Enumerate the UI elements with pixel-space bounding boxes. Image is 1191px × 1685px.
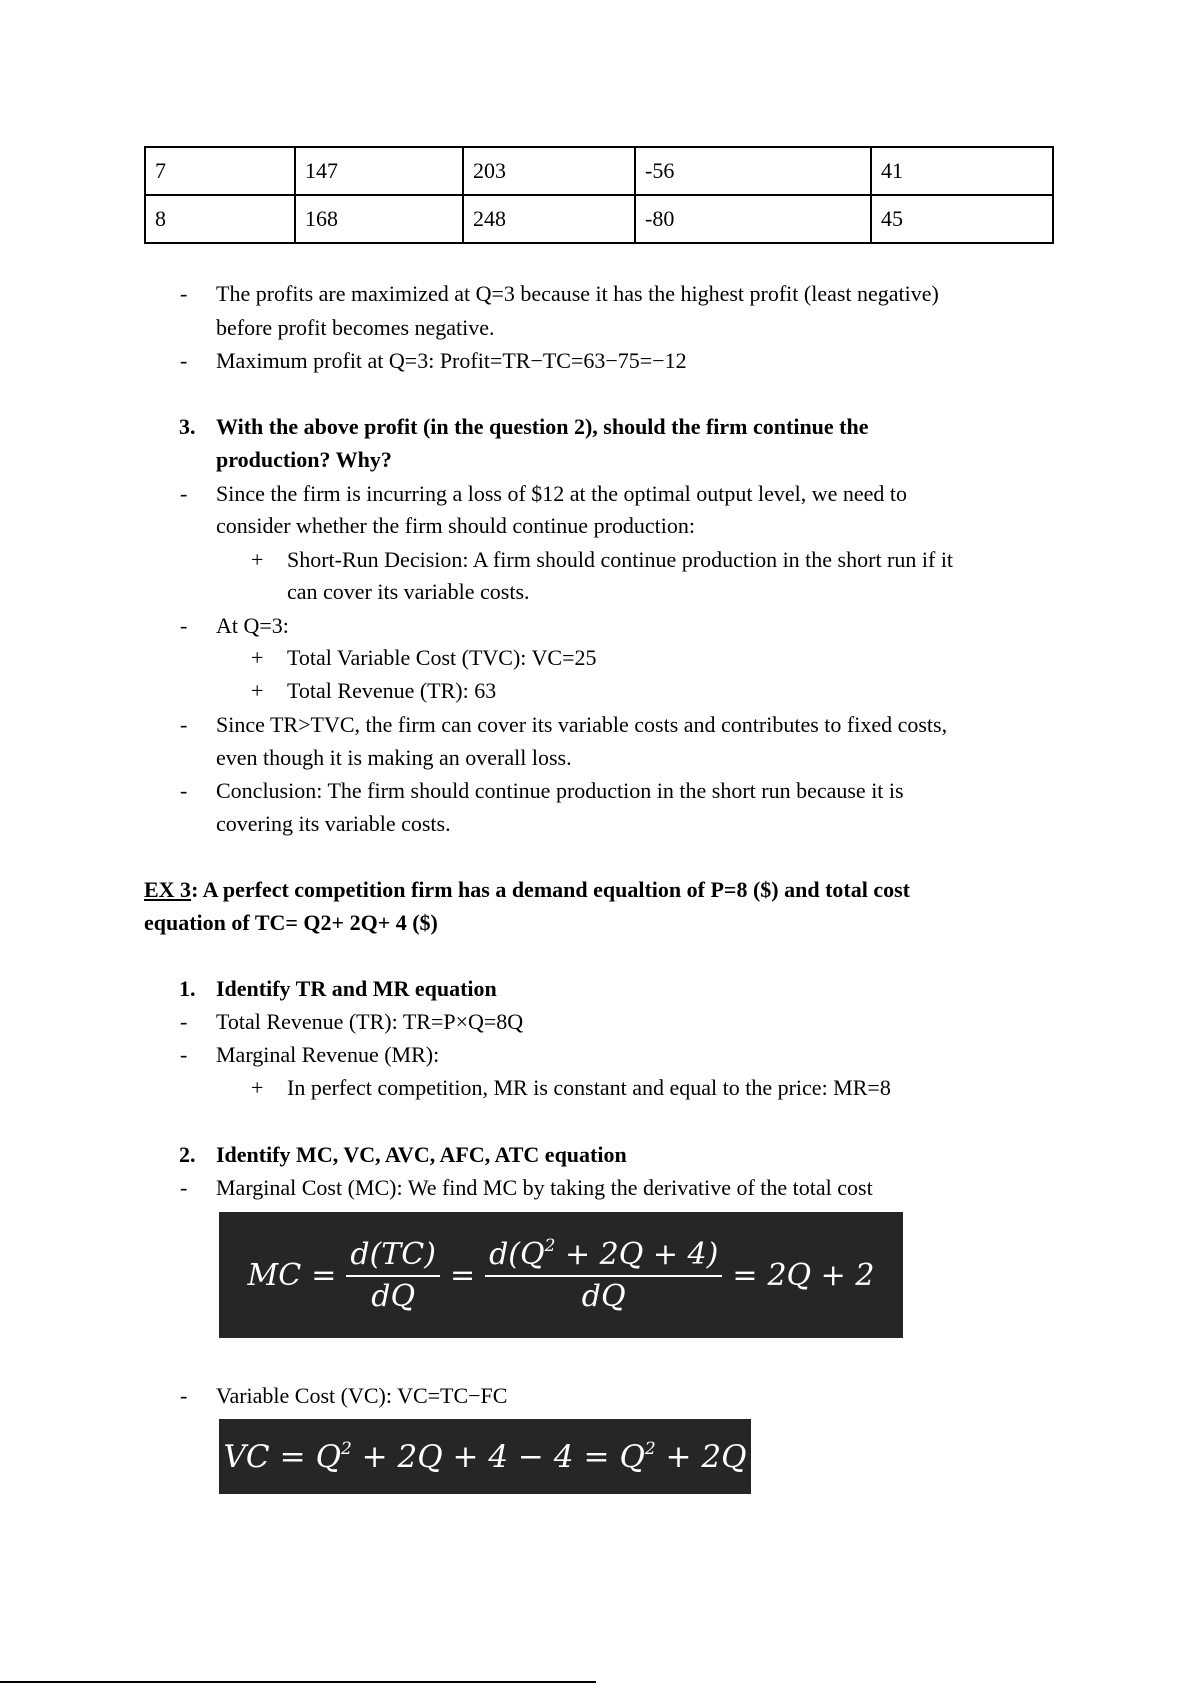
table-cell: 248 bbox=[463, 195, 635, 243]
bullet-text: At Q=3: bbox=[216, 613, 289, 638]
table-cell: 41 bbox=[871, 147, 1053, 195]
bullet-dash: - bbox=[180, 481, 188, 506]
bullet-text: Maximum profit at Q=3: Profit=TR−TC=63−75=−12 bbox=[216, 348, 687, 373]
table-cell: 147 bbox=[295, 147, 463, 195]
question-heading: Identify MC, VC, AVC, AFC, ATC equation bbox=[216, 1142, 627, 1167]
sub-bullet-text: In perfect competition, MR is constant and equal to the price: MR=8 bbox=[287, 1075, 891, 1100]
bullet-plus: + bbox=[251, 678, 264, 703]
bullet-text: Marginal Revenue (MR): bbox=[216, 1042, 440, 1067]
bullet-dash: - bbox=[180, 712, 188, 737]
bullet-text: Total Revenue (TR): TR=P×Q=8Q bbox=[216, 1009, 524, 1034]
bullet-dash: - bbox=[180, 1383, 188, 1408]
table-cell: 8 bbox=[145, 195, 295, 243]
bullet-text: even though it is making an overall loss. bbox=[216, 745, 572, 770]
bullet-text: before profit becomes negative. bbox=[216, 315, 495, 340]
bullet-dash: - bbox=[180, 1175, 188, 1200]
exercise-heading-text: : A perfect competition firm has a demand equaltion of P=8 ($) and total cost bbox=[191, 877, 910, 902]
bullet-dash: - bbox=[180, 1009, 188, 1034]
table-cell: 7 bbox=[145, 147, 295, 195]
sub-bullet-text: Total Variable Cost (TVC): VC=25 bbox=[287, 645, 597, 670]
exercise-heading bbox=[144, 875, 910, 905]
footnote-divider bbox=[0, 1681, 596, 1683]
question-number: 3. bbox=[179, 414, 196, 439]
vc-equation-image: VC = $Q^2 + 2Q + 4 - 4$ = $Q^2 + 2Q$ bbox=[219, 1419, 751, 1494]
table-cell: -56 bbox=[635, 147, 871, 195]
sub-bullet-text: can cover its variable costs. bbox=[287, 579, 530, 604]
bullet-text: Variable Cost (VC): VC=TC−FC bbox=[216, 1383, 508, 1408]
sub-bullet-text: Total Revenue (TR): 63 bbox=[287, 678, 497, 703]
table-cell: 45 bbox=[871, 195, 1053, 243]
question-heading: With the above profit (in the question 2), should the firm continue the bbox=[216, 414, 869, 439]
question-heading: Identify TR and MR equation bbox=[216, 976, 497, 1001]
bullet-dash: - bbox=[180, 1042, 188, 1067]
bullet-dash: - bbox=[180, 613, 188, 638]
bullet-text: covering its variable costs. bbox=[216, 811, 451, 836]
bullet-text: Since the firm is incurring a loss of $12 at the optimal output level, we need to bbox=[216, 481, 908, 506]
table-cell: -80 bbox=[635, 195, 871, 243]
bullet-text: The profits are maximized at Q=3 because it has the highest profit (least negative) bbox=[216, 281, 939, 306]
table-cell: 203 bbox=[463, 147, 635, 195]
table-row bbox=[145, 195, 1053, 243]
bullet-text: Since TR>TVC, the firm can cover its variable costs and contributes to fixed costs, bbox=[216, 712, 948, 737]
bullet-text: Conclusion: The firm should continue production in the short run because it is bbox=[216, 778, 904, 803]
bullet-dash: - bbox=[180, 348, 188, 373]
question-number: 1. bbox=[179, 976, 196, 1001]
table-cell: 168 bbox=[295, 195, 463, 243]
bullet-text: Marginal Cost (MC): We find MC by taking the derivative of the total cost bbox=[216, 1175, 873, 1200]
bullet-text: consider whether the firm should continue production: bbox=[216, 513, 695, 538]
bullet-dash: - bbox=[180, 778, 188, 803]
bullet-dash: - bbox=[180, 281, 188, 306]
bullet-plus: + bbox=[251, 547, 264, 572]
profit-table bbox=[144, 146, 1054, 244]
question-heading: production? Why? bbox=[216, 447, 392, 472]
question-number: 2. bbox=[179, 1142, 196, 1167]
sub-bullet-text: Short-Run Decision: A firm should continue production in the short run if it bbox=[287, 547, 954, 572]
bullet-plus: + bbox=[251, 1075, 264, 1100]
bullet-plus: + bbox=[251, 645, 264, 670]
mc-equation-image: MC = $\frac{d(TC)}{dQ}$ = $\frac{d(Q^2 + 2Q + 4)}{dQ}$ = 2Q + 2 bbox=[219, 1212, 903, 1338]
exercise-heading-text: equation of TC= Q2+ 2Q+ 4 ($) bbox=[144, 910, 438, 935]
exercise-label: EX 3 bbox=[144, 877, 192, 902]
table-row bbox=[145, 147, 1053, 195]
